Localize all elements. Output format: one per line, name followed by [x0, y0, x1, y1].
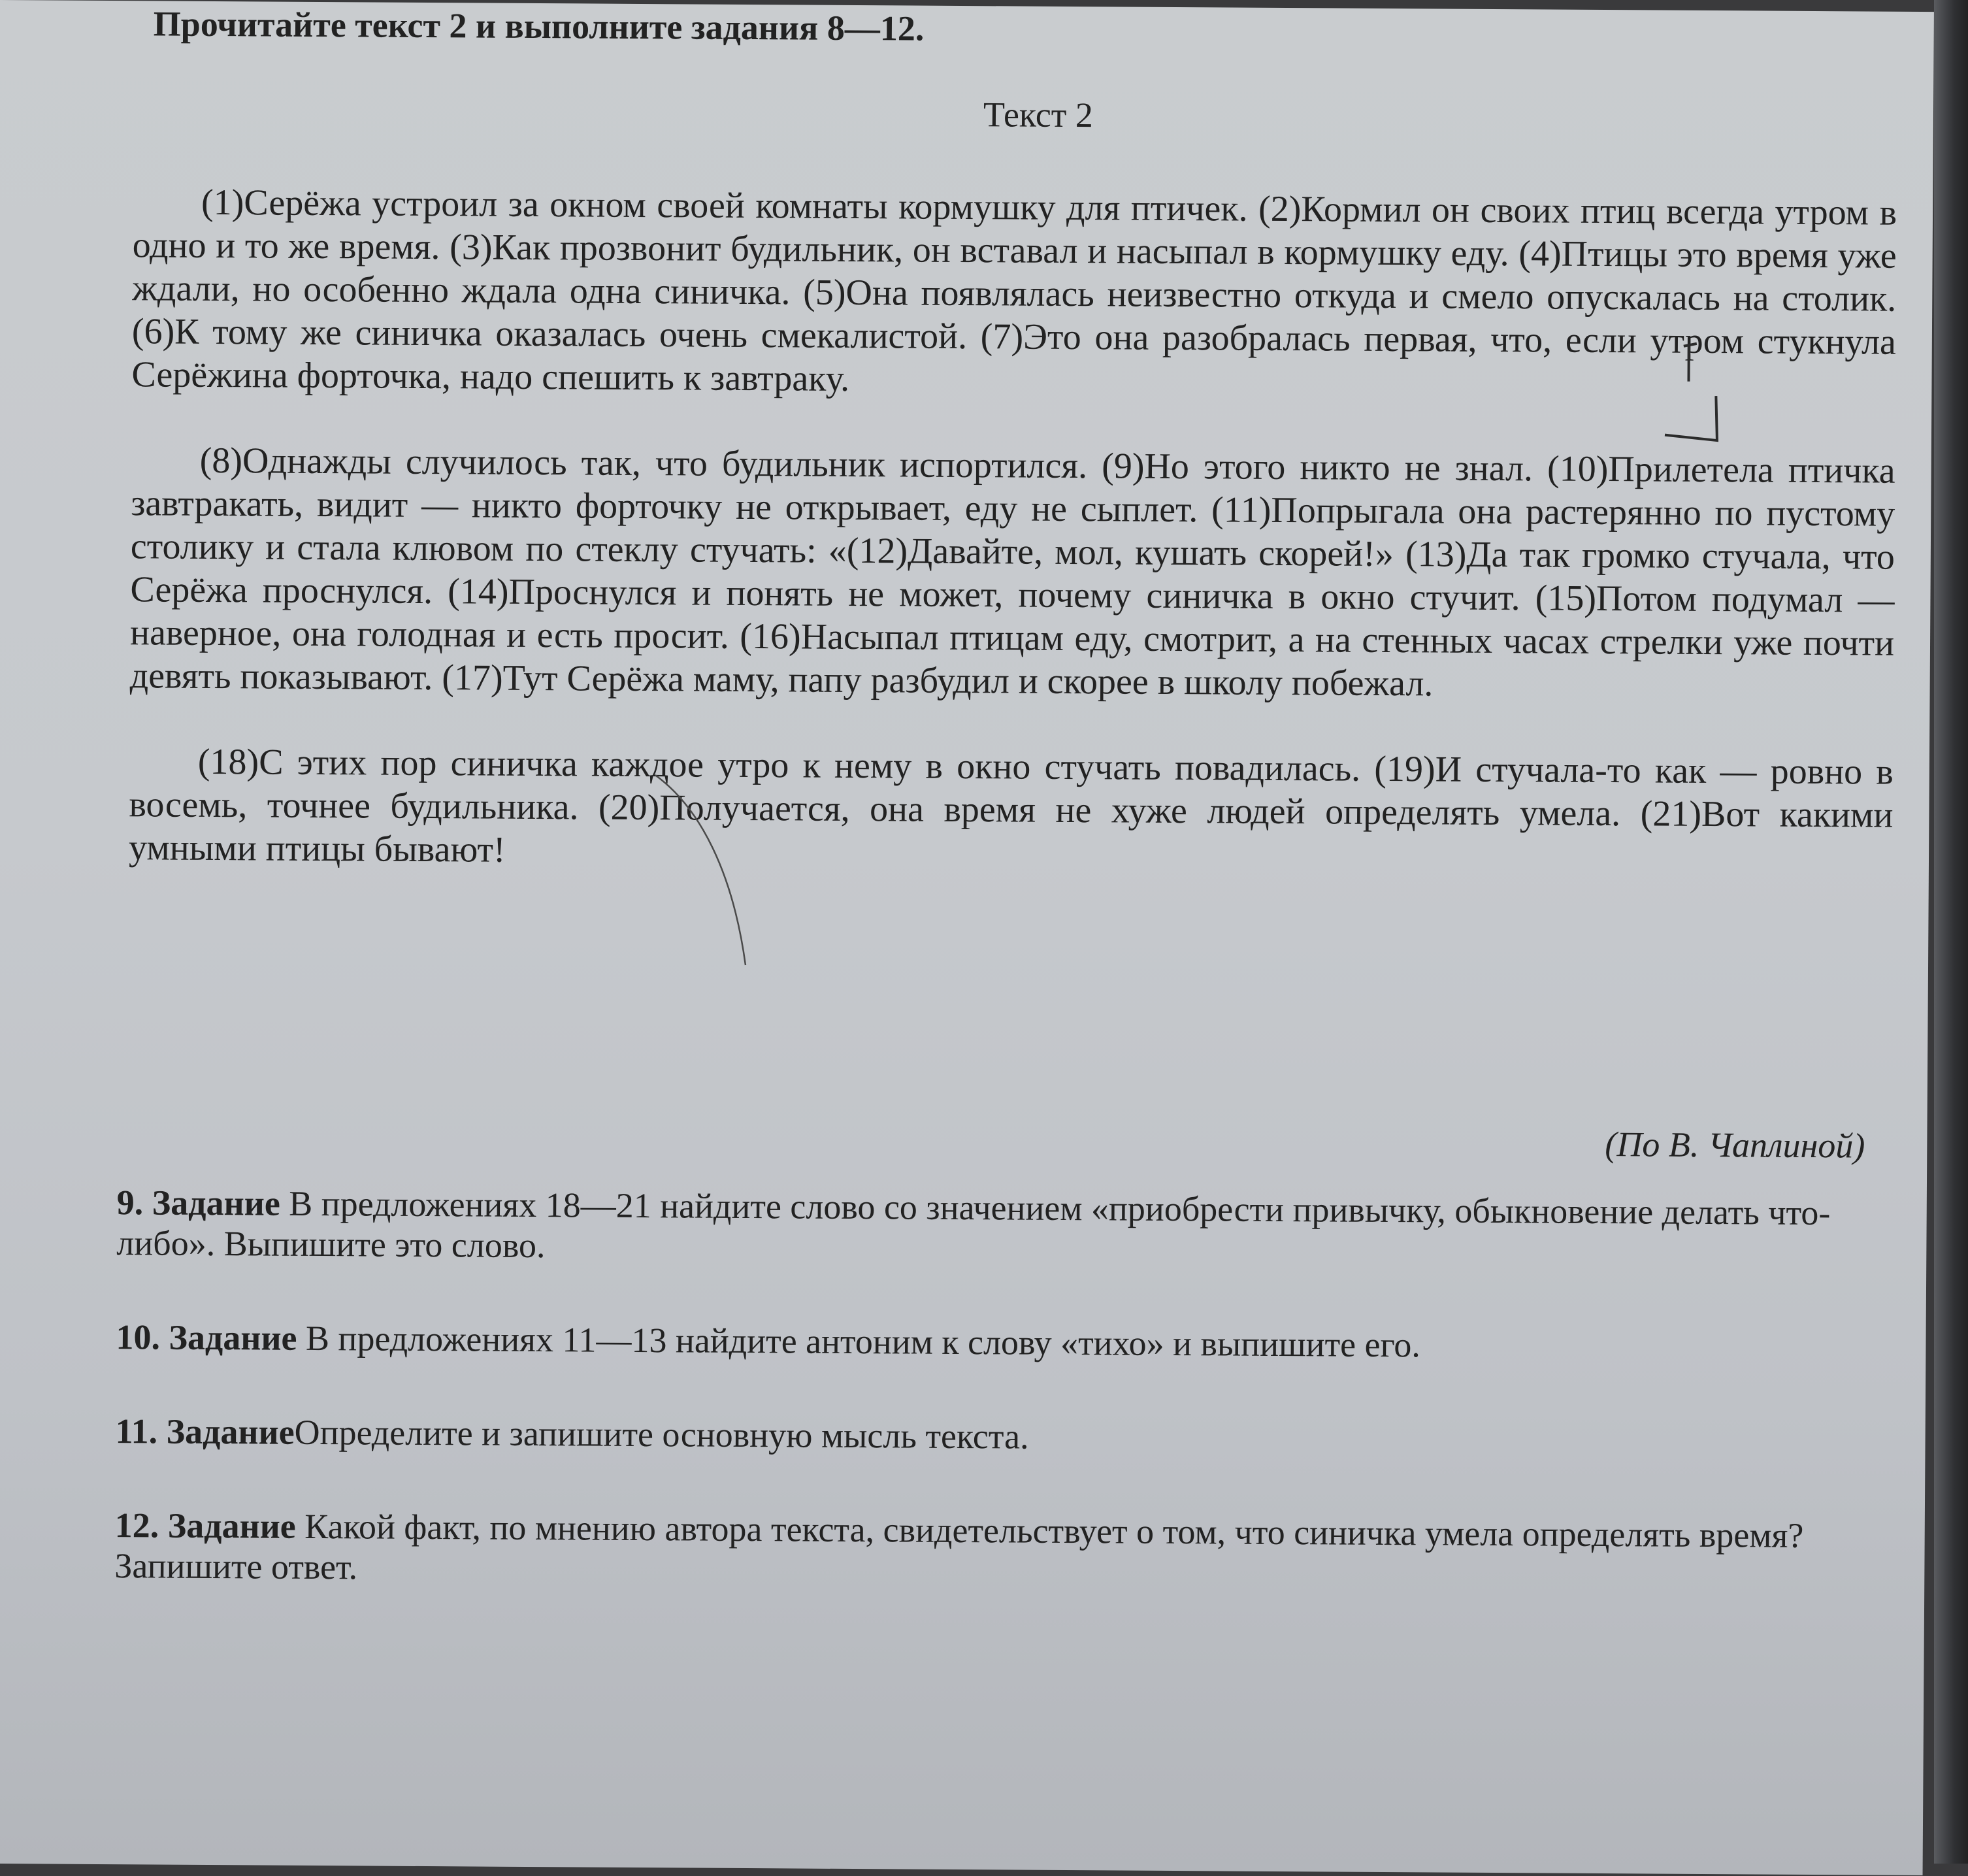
task-11	[115, 1411, 1879, 1462]
paragraph-3: (18)С этих пор синичка каждое утро к нему в окно стучать повадилась. (19)И стучала-то как — ровно в восемь, точнее будильника. (20)Получается, она время не хуже людей определять умела. (21)Вот какими умными птицы бывают!	[128, 741, 1894, 870]
task-11-label: 11. Задание	[115, 1411, 295, 1452]
paragraph-2: (8)Однажды случилось так, что будильник испортился. (9)Но этого никто не знал. (10)Прилетела птичка завтракать, видит — никто форточку не открывает, еду не сыплет. (11)Попрыгала она растерянно по пустому столику и стала клювом по стеклу стучать: «(12)Давайте, мол, кушать скорей!» (13)Да так громко стучала, что Серёжа проснулся. (14)Проснулся и понять не может, почему синичка в окно стучит. (15)Потом подумал — наверное, она голодная и есть просит. (16)Насыпал птицам еду, смотрит, а на стенных часах стрелки уже почти девять показывают. (17)Тут Серёжа маму, папу разбудил и скорее в школу побежал.	[129, 440, 1895, 704]
author-attribution: (По В. Чаплиной)	[1605, 1125, 1865, 1166]
instruction-heading: Прочитайте текст 2 и выполните задания 8—12.	[153, 4, 925, 48]
task-10-text: В предложениях 11—13 найдите антоним к слову «тихо» и выпишите его.	[297, 1318, 1421, 1365]
task-9-text: В предложениях 18—21 найдите слово со значением «приобрести привычку, обыкновение делать что-либо». Выпишите это слово.	[116, 1183, 1831, 1266]
task-12-label: 12. Задание	[114, 1506, 296, 1546]
paragraph-1: (1)Серёжа устроил за окном своей комнаты кормушку для птичек. (2)Кормил он своих птиц всегда утром в одно и то же время. (3)Как прозвонит будильник, он вставал и насыпал в кормушку еду. (4)Птицы это время уже ждали, но особенно ждала одна синичка. (5)Она появлялась неизвестно откуда и смело опускалась на столик. (6)К тому же синичка оказалась очень смекалистой. (7)Это она разобралась первая, что, если утром стукнула Серёжина форточка, надо спешить к завтраку.	[131, 182, 1897, 399]
task-9	[116, 1182, 1881, 1274]
task-10-label: 10. Задание	[116, 1317, 297, 1358]
task-9-label: 9. Задание	[116, 1183, 280, 1223]
text-title: Текст 2	[983, 95, 1094, 135]
task-12-text: Какой факт, по мнению автора текста, свидетельствует о том, что синичка умела определять время? Запишите ответ.	[114, 1506, 1804, 1587]
task-list	[114, 1182, 1881, 1650]
task-12	[114, 1505, 1879, 1596]
task-11-text: Определите и запишите основную мысль текста.	[294, 1412, 1029, 1456]
text-body	[128, 180, 1897, 922]
table-edge-shadow	[1934, 0, 1968, 1864]
task-10	[116, 1317, 1880, 1368]
